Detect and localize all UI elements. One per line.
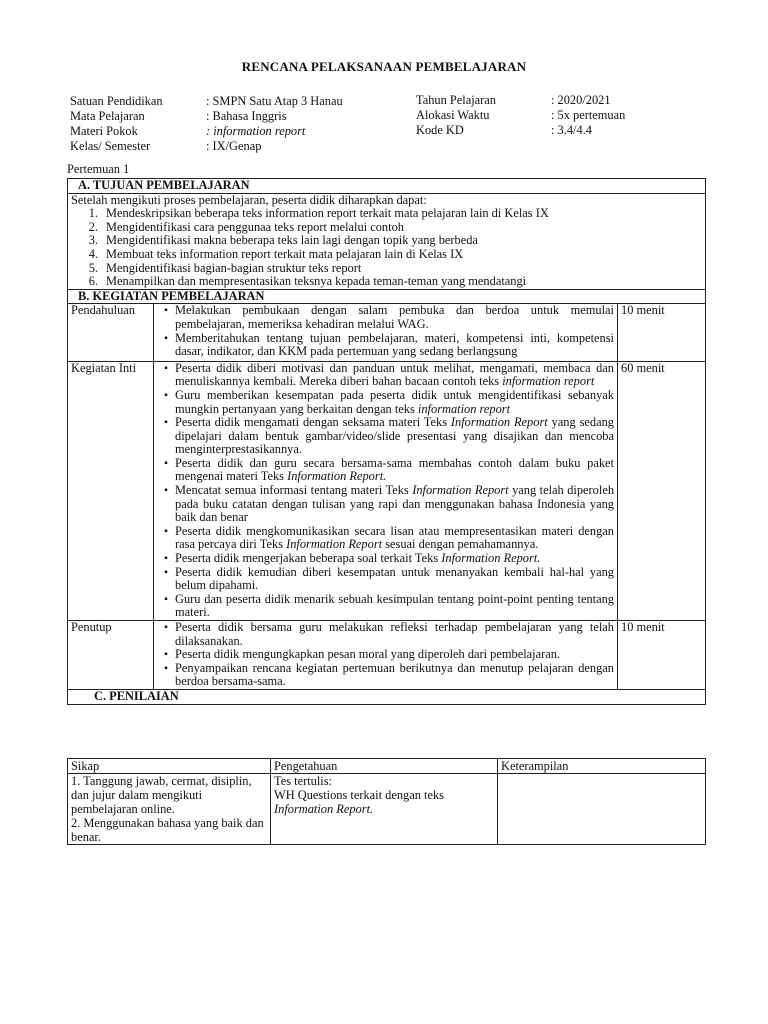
info-value: : SMPN Satu Atap 3 Hanau [206, 94, 343, 108]
info-label: Alokasi Waktu [416, 108, 490, 122]
bullet-icon: ▪ [164, 593, 168, 605]
goal-text: Mengidentifikasi cara penggunaa teks report melalui contoh [106, 219, 404, 234]
activity-row [68, 361, 706, 620]
activity-item [157, 484, 614, 525]
bullet-icon: ▪ [164, 305, 168, 317]
bullet-icon: ▪ [164, 649, 168, 661]
activity-row [68, 304, 706, 361]
activity-list-cell [154, 361, 618, 620]
pengetahuan-line: Information Report. [274, 802, 374, 816]
activity-text: Peserta didik bersama guru melakukan refleksi terhadap pembelajaran yang telah dilaksanakan. [175, 620, 614, 648]
goal-number: 5. [88, 260, 98, 275]
activity-list [157, 304, 614, 358]
activity-text: Melakukan pembukaan dengan salam pembuka dan berdoa untuk memulai pembelajaran, memeriksa kehadiran melalui WAG. [175, 303, 614, 331]
section-heading: C. PENILAIAN [68, 689, 706, 704]
goal-number: 2. [88, 219, 98, 234]
sikap-cell [68, 774, 271, 845]
activity-text: Memberitahukan tentang tujuan pembelajaran, materi, kompetensi inti, kompetensi dasar, indikator, dan KKM pada pertemuan yang sedang berlangsung [175, 330, 614, 359]
activity-list-cell [154, 304, 618, 361]
goal-number: 3. [88, 233, 98, 248]
goal-item [71, 262, 702, 276]
stage-label: Pendahuluan [68, 304, 154, 361]
goal-item [71, 207, 702, 221]
goal-text: Mendeskripsikan beberapa teks information report terkait mata pelajaran lain di Kelas IX [106, 206, 549, 221]
document-title: RENCANA PELAKSANAAN PEMBELAJARAN [241, 59, 527, 74]
pengetahuan-cell [271, 774, 498, 845]
goals-list [71, 207, 702, 289]
bullet-icon: ▪ [164, 662, 168, 674]
lesson-plan-table [67, 178, 706, 705]
goal-text: Mengidentifikasi bagian-bagian struktur teks report [106, 260, 362, 275]
activity-text: Peserta didik mengungkapkan pesan moral yang diperoleh dari pembelajaran. [175, 647, 561, 662]
info-value: : information report [206, 124, 306, 138]
activity-text: Peserta didik mengamati dengan seksama materi Teks Information Report yang sedang dipelajari dalam bentuk gambar/video/slide presentasi yang disajikan dan mencoba menginterprestasikannya. [175, 415, 614, 457]
activity-item [157, 332, 614, 359]
activity-list [157, 621, 614, 689]
info-label: Mata Pelajaran [70, 109, 145, 123]
info-value: : 5x pertemuan [551, 108, 626, 122]
info-label: Kode KD [416, 123, 464, 137]
keterampilan-cell [498, 774, 706, 845]
goals-cell [68, 193, 706, 289]
bullet-icon: ▪ [164, 417, 168, 429]
column-header: Sikap [68, 759, 271, 774]
stage-time: 10 menit [618, 304, 706, 361]
goal-text: Membuat teks information report terkait mata pelajaran lain di Kelas IX [106, 246, 464, 261]
meeting-label: Pertemuan 1 [67, 162, 130, 176]
goal-number: 4. [88, 246, 98, 261]
info-value: : IX/Genap [206, 139, 262, 153]
activity-item [157, 662, 614, 689]
activity-item [157, 593, 614, 620]
activity-text: Peserta didik dan guru secara bersama-sama membahas contoh dalam buku paket mengenai materi Teks Information Report. [175, 455, 614, 484]
activity-row [68, 621, 706, 690]
info-label: Satuan Pendidikan [70, 94, 163, 108]
info-label: Materi Pokok [70, 124, 138, 138]
activity-item [157, 362, 614, 389]
sikap-item: 2. Menggunakan bahasa yang baik dan benar. [71, 816, 264, 844]
assessment-table [67, 758, 706, 845]
pengetahuan-line: Tes tertulis: [274, 774, 332, 788]
activity-item [157, 621, 614, 648]
section-heading: B. KEGIATAN PEMBELAJARAN [68, 289, 706, 304]
bullet-icon: ▪ [164, 525, 168, 537]
activity-item [157, 552, 614, 566]
bullet-icon: ▪ [164, 362, 168, 374]
goal-item [71, 275, 702, 289]
bullet-icon: ▪ [164, 485, 168, 497]
info-right [416, 93, 625, 138]
info-value: : 3.4/4.4 [551, 123, 592, 137]
activity-text: Mencatat semua informasi tentang materi Teks Information Report yang telah diperoleh pada buku catatan dengan tulisan yang rapi dan menggunakan bahasa Indonesia yang baik dan benar [175, 483, 615, 525]
bullet-icon: ▪ [164, 566, 168, 578]
stage-label: Kegiatan Inti [68, 361, 154, 620]
activity-item [157, 416, 614, 457]
activity-text: Penyampaikan rencana kegiatan pertemuan berikutnya dan menutup pelajaran dengan berdoa bersama-sama. [175, 660, 614, 689]
activity-text: Guru dan peserta didik menarik sebuah kesimpulan tentang point-point penting tentang materi. [175, 591, 614, 620]
activity-item [157, 389, 614, 416]
goals-intro: Setelah mengikuti proses pembelajaran, peserta didik diharapkan dapat: [71, 192, 427, 207]
bullet-icon: ▪ [164, 622, 168, 633]
stage-label: Penutup [68, 621, 154, 690]
goal-text: Menampilkan dan mempresentasikan teksnya kepada teman-teman yang mendatangi [106, 274, 527, 289]
info-label: Kelas/ Semester [70, 139, 151, 153]
activity-item [157, 566, 614, 593]
activity-text: Guru memberikan kesempatan pada peserta didik untuk mengidentifikasi sebanyak mungkin pertanyaan yang berkaitan dengan teks information report [175, 387, 614, 416]
info-value: : Bahasa Inggris [206, 109, 287, 123]
stage-time: 10 menit [618, 621, 706, 690]
bullet-icon: ▪ [164, 389, 168, 401]
activity-item [157, 304, 614, 331]
bullet-icon: ▪ [164, 553, 168, 565]
info-left [70, 94, 343, 154]
activity-text: Peserta didik mengerjakan beberapa soal terkait Teks Information Report. [175, 551, 541, 566]
activity-item [157, 648, 614, 662]
activity-item [157, 457, 614, 484]
goal-number: 1. [88, 206, 98, 221]
column-header: Pengetahuan [271, 759, 498, 774]
activity-text: Peserta didik diberi motivasi dan panduan untuk melihat, mengamati, membaca dan menuliskannya kembali. Mereka diberi bahan bacaan contoh teks information report [175, 360, 614, 389]
goal-text: Mengidentifikasi makna beberapa teks lain lagi dengan topik yang berbeda [106, 233, 478, 248]
activity-text: Peserta didik kemudian diberi kesempatan untuk menanyakan kembali hal-hal yang belum dipahami. [175, 564, 614, 593]
pengetahuan-line: WH Questions terkait dengan teks [274, 788, 444, 802]
goal-item [71, 248, 702, 262]
bullet-icon: ▪ [164, 457, 168, 469]
info-label: Tahun Pelajaran [416, 93, 496, 107]
section-heading: A. TUJUAN PEMBELAJARAN [68, 179, 706, 194]
stage-time: 60 menit [618, 361, 706, 620]
goal-item [71, 234, 702, 248]
activity-list [157, 362, 614, 620]
goal-number: 6. [88, 274, 98, 289]
column-header: Keterampilan [498, 759, 706, 774]
activity-item [157, 525, 614, 552]
bullet-icon: ▪ [164, 332, 168, 344]
goal-item [71, 221, 702, 235]
activity-list-cell [154, 621, 618, 690]
info-value: : 2020/2021 [551, 93, 611, 107]
activity-text: Peserta didik mengkomunikasikan secara lisan atau mempresentasikan materi dengan rasa percaya diri Teks Information Report sesuai dengan pemahamannya. [175, 523, 614, 552]
sikap-item: 1. Tanggung jawab, cermat, disiplin, dan jujur dalam mengikuti pembelajaran online. [71, 774, 252, 816]
